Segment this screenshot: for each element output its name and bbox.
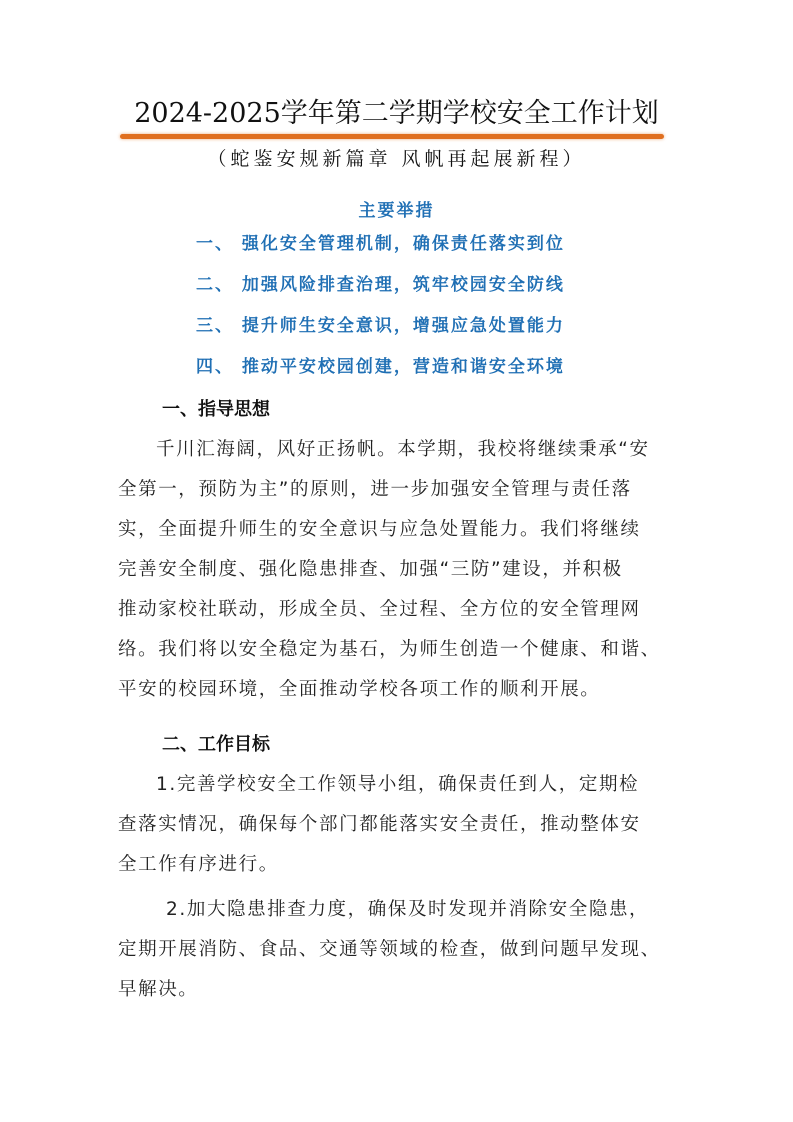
document-subtitle: （蛇鉴安规新篇章 风帆再起展新程） xyxy=(207,148,586,170)
paragraph-line: 全第一，预防为主”的原则，进一步加强安全管理与责任落 xyxy=(118,479,632,500)
guiding-ideology-paragraph xyxy=(118,430,678,710)
section-heading-work-goals: 二、工作目标 xyxy=(162,734,270,755)
paragraph-line: 2.加大隐患排查力度，确保及时发现并消除安全隐患， xyxy=(166,899,650,920)
paragraph-line: 络。我们将以安全稳定为基石，为师生创造一个健康、和谐、 xyxy=(118,639,661,660)
title-underline xyxy=(120,134,664,139)
paragraph-line: 推动家校社联动，形成全员、全过程、全方位的安全管理网 xyxy=(118,599,641,620)
goal-1-paragraph xyxy=(118,765,678,885)
paragraph-line: 定期开展消防、食品、交通等领域的检查，做到问题早发现、 xyxy=(118,939,661,960)
paragraph-line: 查落实情况，确保每个部门都能落实安全责任，推动整体安 xyxy=(118,814,641,835)
document-title: 2024-2025学年第二学期学校安全工作计划 xyxy=(134,98,659,129)
measure-item: 三、 提升师生安全意识，增强应急处置能力 xyxy=(196,316,565,336)
paragraph-line: 早解决。 xyxy=(118,979,199,1000)
measure-item: 四、 推动平安校园创建，营造和谐安全环境 xyxy=(196,357,565,377)
goal-2-paragraph xyxy=(118,890,678,1010)
measures-heading: 主要举措 xyxy=(358,201,435,221)
paragraph-line: 平安的校园环境，全面推动学校各项工作的顺利开展。 xyxy=(118,679,601,700)
paragraph-line: 千川汇海阔，风好正扬帆。本学期，我校将继续秉承“安 xyxy=(156,439,650,460)
paragraph-line: 1.完善学校安全工作领导小组，确保责任到人，定期检 xyxy=(156,774,640,795)
measure-item: 二、 加强风险排查治理，筑牢校园安全防线 xyxy=(196,275,565,295)
paragraph-line: 全工作有序进行。 xyxy=(118,854,279,875)
measure-item: 一、 强化安全管理机制，确保责任落实到位 xyxy=(196,234,565,254)
section-heading-guiding-ideology: 一、指导思想 xyxy=(162,399,270,420)
paragraph-line: 实，全面提升师生的安全意识与应急处置能力。我们将继续 xyxy=(118,519,641,540)
paragraph-line: 完善安全制度、强化隐患排查、加强“三防”建设，并积极 xyxy=(118,559,623,580)
